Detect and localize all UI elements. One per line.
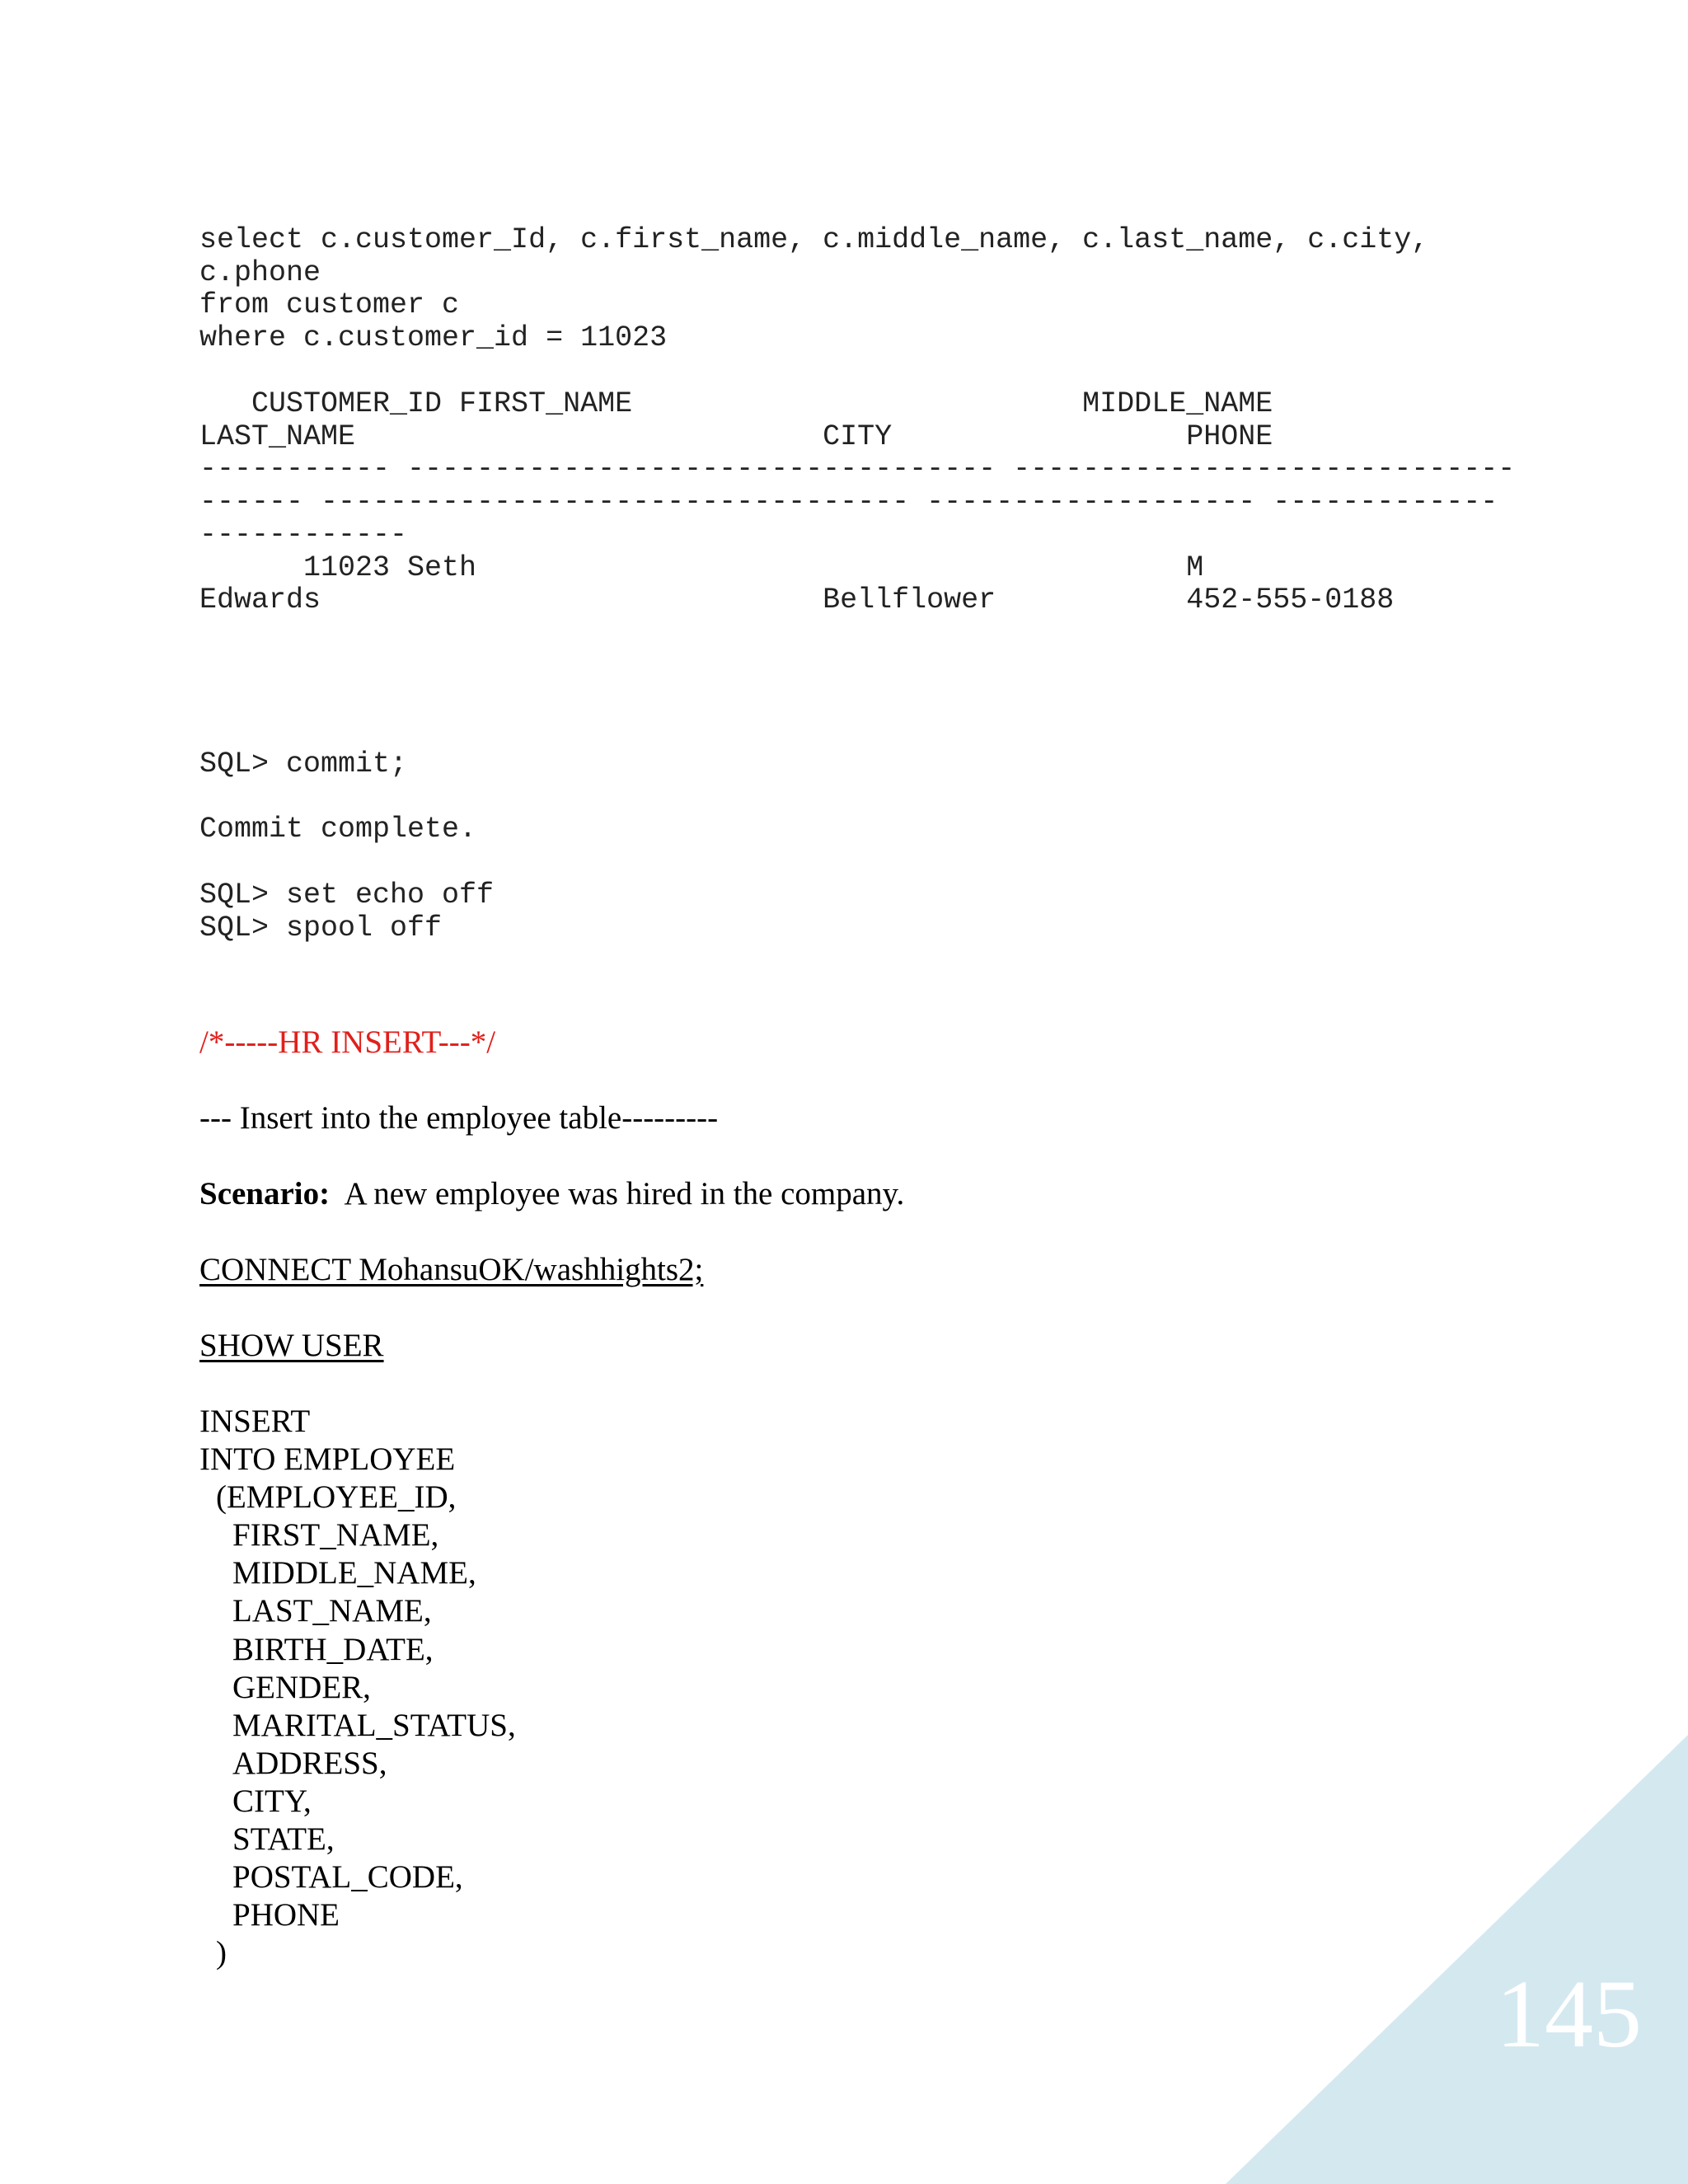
session-line [199,846,494,879]
insert-keyword: INSERT [199,1404,311,1439]
session-line: SQL> set echo off [199,878,495,912]
sql-line: where c.customer_id = 11023 [199,321,668,355]
sql-session-output [199,748,494,944]
insert-close-paren: ) [216,1935,227,1971]
comment-line: --- Insert into the employee table--------- [199,1100,719,1136]
session-line: SQL> spool off [199,911,443,944]
insert-column: MIDDLE_NAME, [232,1555,476,1591]
page-number: 145 [1496,1960,1642,2068]
result-row-line: 11023 Seth M [199,551,1204,584]
sql-line: from customer c [199,288,460,322]
insert-column: PHONE [232,1897,340,1933]
result-separator-line: ------ ---------------------------------- ------------------- ------------- [199,485,1498,519]
insert-column: STATE, [232,1821,335,1858]
insert-into-table: INTO EMPLOYEE [199,1441,456,1478]
insert-column: GENDER, [232,1669,371,1705]
scenario-label: Scenario: [199,1176,331,1212]
insert-column: CITY, [232,1783,312,1819]
sql-line: c.phone [199,255,321,289]
show-user-command: SHOW USER [199,1328,384,1363]
session-line [199,781,494,814]
insert-column: ADDRESS, [232,1745,387,1781]
insert-column: (EMPLOYEE_ID, [216,1479,457,1516]
sql-query [199,224,1428,355]
insert-column: MARITAL_STATUS, [232,1707,516,1743]
session-line: SQL> commit; [199,748,408,780]
result-separator-line: ------------ [199,518,408,551]
insert-column: FIRST_NAME, [232,1517,439,1554]
insert-column: POSTAL_CODE, [232,1859,463,1896]
insert-statement [199,1403,516,1972]
connect-command: CONNECT MohansuOK/washhights2; [199,1252,704,1287]
result-row-line: Edwards Bellflower 452-555-0188 [199,583,1395,617]
section-heading: /*-----HR INSERT---*/ [199,1024,496,1060]
result-header-line: CUSTOMER_ID FIRST_NAME MIDDLE_NAME [199,387,1273,420]
insert-column: LAST_NAME, [232,1593,432,1629]
result-separator-line: ----------- ---------------------------------- ----------------------------- [199,452,1516,486]
result-table [199,388,1515,617]
scenario-line [199,1175,904,1213]
result-header-line: LAST_NAME CITY PHONE [199,419,1273,453]
sql-line: select c.customer_Id, c.first_name, c.middle_name, c.last_name, c.city, [199,223,1429,256]
insert-column: BIRTH_DATE, [232,1631,434,1667]
scenario-text: A new employee was hired in the company. [330,1176,905,1212]
session-line: Commit complete. [199,813,477,846]
